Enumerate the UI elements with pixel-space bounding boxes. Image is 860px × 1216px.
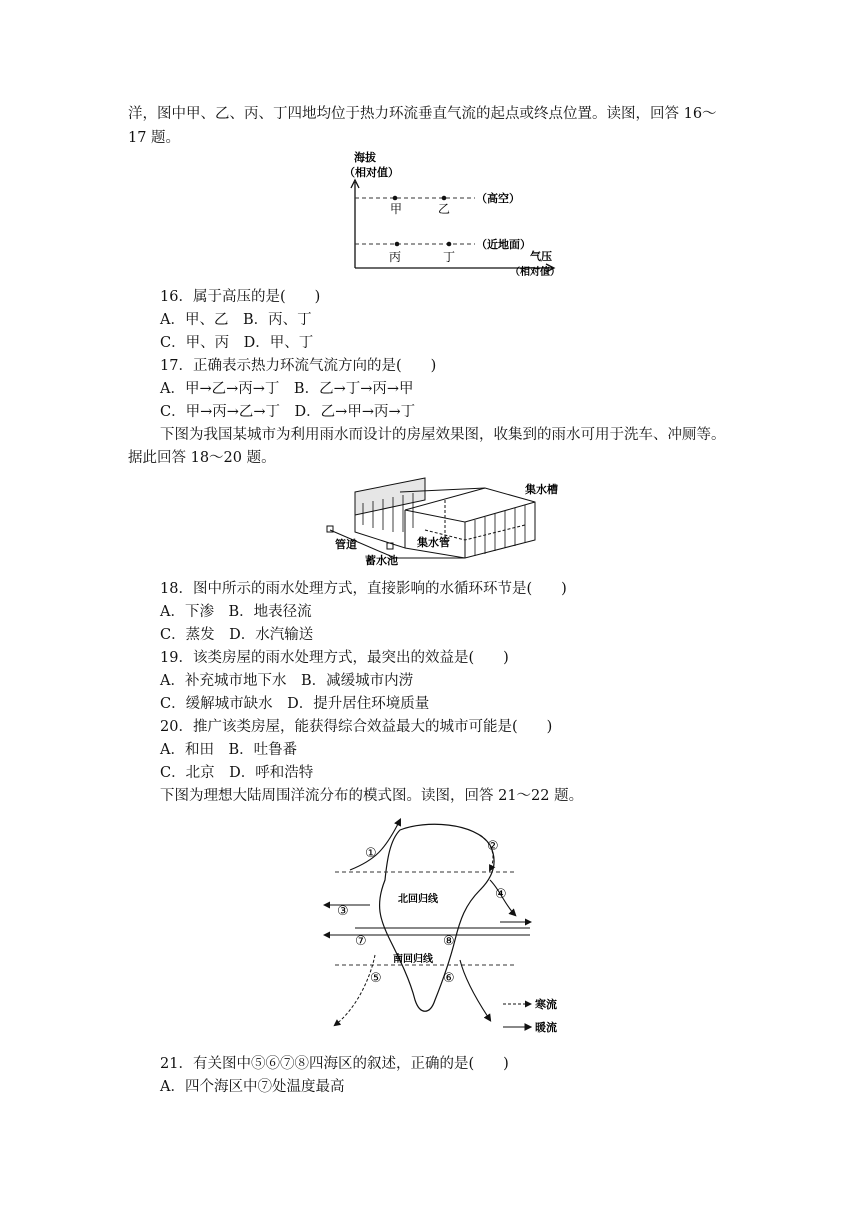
y-axis-label-1: 海拔 bbox=[354, 151, 376, 164]
point-jia bbox=[393, 196, 398, 201]
label-storage-pool: 蓄水池 bbox=[365, 554, 398, 567]
south-tropic-label: 南回归线 bbox=[393, 954, 433, 965]
q18-stem: 18．图中所示的雨水处理方式，直接影响的水循环环节是( ) bbox=[160, 581, 567, 597]
rainwater-house-figure bbox=[325, 470, 570, 570]
legend-cold-label: 寒流 bbox=[535, 998, 557, 1011]
marker-6: ⑥ bbox=[443, 971, 455, 986]
label-yi: 乙 bbox=[438, 202, 451, 216]
intro2-line-2: 据此回答 18～20 题。 bbox=[128, 450, 276, 466]
q21-stem: 21．有关图中⑤⑥⑦⑧四海区的叙述，正确的是( ) bbox=[160, 1056, 509, 1072]
thermal-circulation-figure bbox=[340, 150, 570, 280]
q20-options-ab: A．和田 B．吐鲁番 bbox=[160, 742, 298, 758]
label-duct: 管道 bbox=[335, 538, 357, 551]
marker-3: ③ bbox=[337, 904, 349, 919]
q18-options-cd: C．蒸发 D．水汽输送 bbox=[160, 627, 314, 643]
current-5 bbox=[335, 955, 375, 1025]
q18-options-ab: A．下渗 B．地表径流 bbox=[160, 604, 312, 620]
q16-options-ab: A．甲、乙 B．丙、丁 bbox=[160, 312, 312, 328]
x-axis-label-1: 气压 bbox=[530, 250, 552, 263]
intro3-line-1: 下图为理想大陆周围洋流分布的模式图。读图，回答 21～22 题。 bbox=[160, 788, 584, 804]
label-collection-pipe: 集水管 bbox=[417, 536, 450, 549]
q20-stem: 20．推广该类房屋，能获得综合效益最大的城市可能是( ) bbox=[160, 719, 553, 735]
q19-stem: 19．该类房屋的雨水处理方式，最突出的效益是( ) bbox=[160, 650, 509, 666]
label-ding: 丁 bbox=[443, 250, 456, 264]
point-ding bbox=[447, 242, 452, 247]
legend-warm-label: 暖流 bbox=[535, 1021, 557, 1034]
intro-line-2: 17 题。 bbox=[128, 130, 181, 146]
x-axis-label-2: （相对值） bbox=[510, 267, 560, 278]
label-jia: 甲 bbox=[390, 202, 403, 216]
marker-8: ⑧ bbox=[443, 934, 455, 949]
point-bing bbox=[395, 242, 400, 247]
continent-outline bbox=[380, 824, 495, 1011]
current-1 bbox=[350, 820, 400, 870]
q17-stem: 17．正确表示热力环流气流方向的是( ) bbox=[160, 358, 437, 374]
marker-1: ① bbox=[365, 846, 377, 861]
q16-options-cd: C．甲、丙 D．甲、丁 bbox=[160, 335, 314, 351]
marker-4: ④ bbox=[495, 887, 507, 902]
point-yi bbox=[442, 196, 447, 201]
q20-options-cd: C．北京 D．呼和浩特 bbox=[160, 765, 314, 781]
y-axis-label-2: （相对值） bbox=[344, 166, 399, 179]
intro-line-1: 洋，图中甲、乙、丙、丁四地均位于热力环流垂直气流的起点或终点位置。读图，回答 16～ bbox=[128, 106, 717, 122]
ocean-current-figure bbox=[315, 810, 575, 1040]
q19-options-ab: A．补充城市地下水 B．减缓城市内涝 bbox=[160, 673, 414, 689]
q21-option-a: A．四个海区中⑦处温度最高 bbox=[160, 1079, 345, 1095]
label-bing: 丙 bbox=[389, 250, 402, 264]
marker-5: ⑤ bbox=[370, 971, 382, 986]
high-altitude-label: （高空） bbox=[476, 192, 520, 205]
left-roof bbox=[355, 478, 425, 515]
q17-options-cd: C．甲→丙→乙→丁 D．乙→甲→丙→丁 bbox=[160, 404, 416, 420]
marker-2: ② bbox=[487, 839, 499, 854]
marker-7: ⑦ bbox=[355, 934, 367, 949]
q16-stem: 16．属于高压的是( ) bbox=[160, 289, 321, 305]
intro2-line-1: 下图为我国某城市为利用雨水而设计的房屋效果图，收集到的雨水可用于洗车、冲厕等。 bbox=[160, 427, 726, 443]
label-collection-tank: 集水槽 bbox=[525, 483, 558, 496]
left-wall bbox=[355, 515, 405, 548]
near-ground-label: （近地面） bbox=[476, 238, 531, 251]
current-6 bbox=[460, 960, 490, 1020]
q19-options-cd: C．缓解城市缺水 D．提升居住环境质量 bbox=[160, 696, 430, 712]
north-tropic-label: 北回归线 bbox=[398, 894, 438, 905]
q17-options-ab: A．甲→乙→丙→丁 B．乙→丁→丙→甲 bbox=[160, 381, 414, 397]
